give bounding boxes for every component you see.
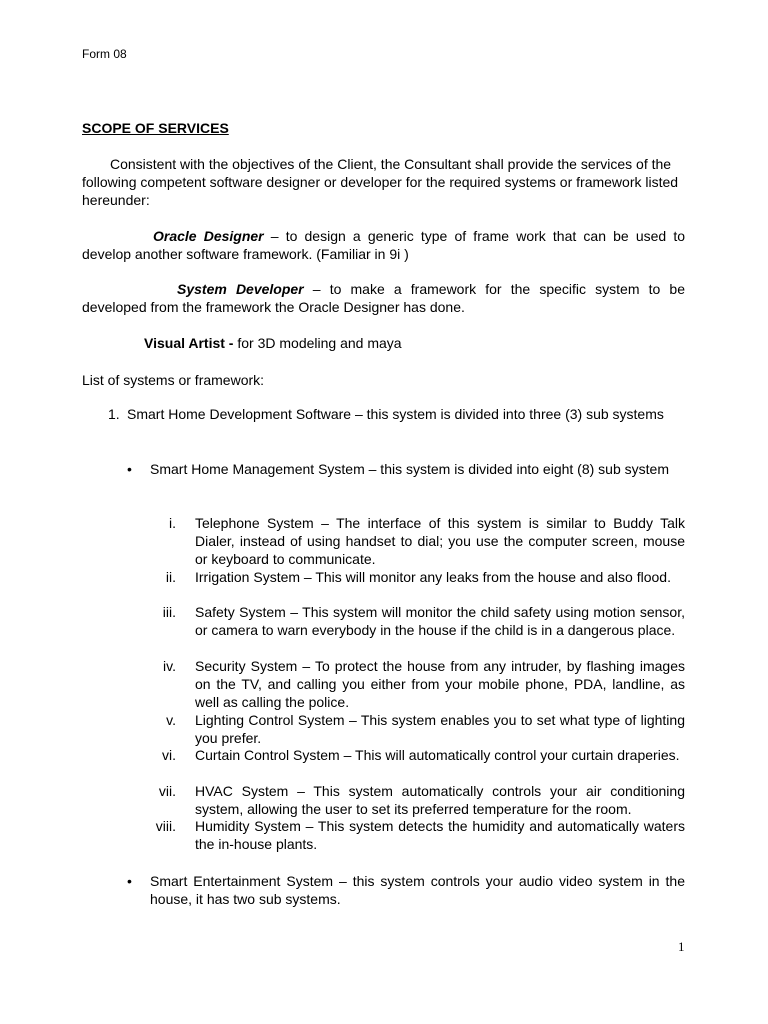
subitem-text: Safety System – This system will monitor the child safety using motion sensor, or camera to warn everybody in the house if the child is in a dangerous place. bbox=[195, 604, 685, 638]
role-description: – to design a generic type of frame work that can be used to develop another software framework. (Familiar in 9i ) bbox=[82, 228, 685, 262]
role-title: Visual Artist - bbox=[144, 335, 234, 351]
roman-numeral: vii. bbox=[158, 783, 176, 799]
role-description: for 3D modeling and maya bbox=[233, 335, 402, 351]
bullet-item-text: Smart Home Management System – this system is divided into eight (8) sub system bbox=[150, 461, 669, 477]
roman-numeral: i. bbox=[169, 515, 176, 531]
roman-numeral: iii. bbox=[162, 604, 176, 620]
page-number: 1 bbox=[678, 939, 685, 954]
roman-numeral: viii. bbox=[155, 818, 176, 834]
role-oracle-designer bbox=[82, 227, 685, 263]
numbered-item-text: Smart Home Development Software – this system is divided into three (3) sub systems bbox=[127, 406, 664, 422]
subitem-text: HVAC System – This system automatically controls your air conditioning system, allowing the user to set its preferred temperature for the room. bbox=[195, 783, 685, 817]
bullet-icon: • bbox=[127, 873, 132, 889]
bullet-item-text: Smart Entertainment System – this system controls your audio video system in the house, it has two sub systems. bbox=[150, 873, 685, 907]
role-description: – to make a framework for the specific system to be developed from the framework the Oracle Designer has done. bbox=[82, 281, 685, 315]
subitem-text: Security System – To protect the house from any intruder, by flashing images on the TV, and calling you either from your mobile phone, PDA, landline, as well as calling the police. bbox=[195, 658, 685, 710]
form-label: Form 08 bbox=[82, 47, 127, 61]
role-visual-artist bbox=[82, 334, 685, 352]
roman-numeral: ii. bbox=[165, 569, 176, 585]
subitem-text: Curtain Control System – This will automatically control your curtain draperies. bbox=[195, 747, 680, 763]
list-intro: List of systems or framework: bbox=[82, 372, 265, 388]
subitem-text: Irrigation System – This will monitor any leaks from the house and also flood. bbox=[195, 569, 671, 585]
role-system-developer bbox=[82, 280, 685, 316]
role-title: Oracle Designer bbox=[153, 228, 264, 244]
intro-paragraph: Consistent with the objectives of the Client, the Consultant shall provide the services of the following competent software designer or developer for the required systems or framework listed hereunder: bbox=[82, 156, 679, 208]
subitem-text: Humidity System – This system detects the humidity and automatically waters the in-house plants. bbox=[195, 818, 685, 852]
subitem-text: Telephone System – The interface of this system is similar to Buddy Talk Dialer, instead of using handset to dial; you use the computer screen, mouse or keyboard to communicate. bbox=[195, 515, 685, 567]
bullet-icon: • bbox=[127, 461, 132, 477]
section-heading: SCOPE OF SERVICES bbox=[82, 120, 229, 136]
roman-numeral: vi. bbox=[162, 747, 176, 763]
roman-numeral: iv. bbox=[163, 658, 176, 674]
roman-numeral: v. bbox=[166, 712, 176, 728]
list-number: 1. bbox=[108, 406, 120, 422]
role-title: System Developer bbox=[177, 281, 304, 297]
subitem-text: Lighting Control System – This system enables you to set what type of lighting you prefer. bbox=[195, 712, 685, 746]
